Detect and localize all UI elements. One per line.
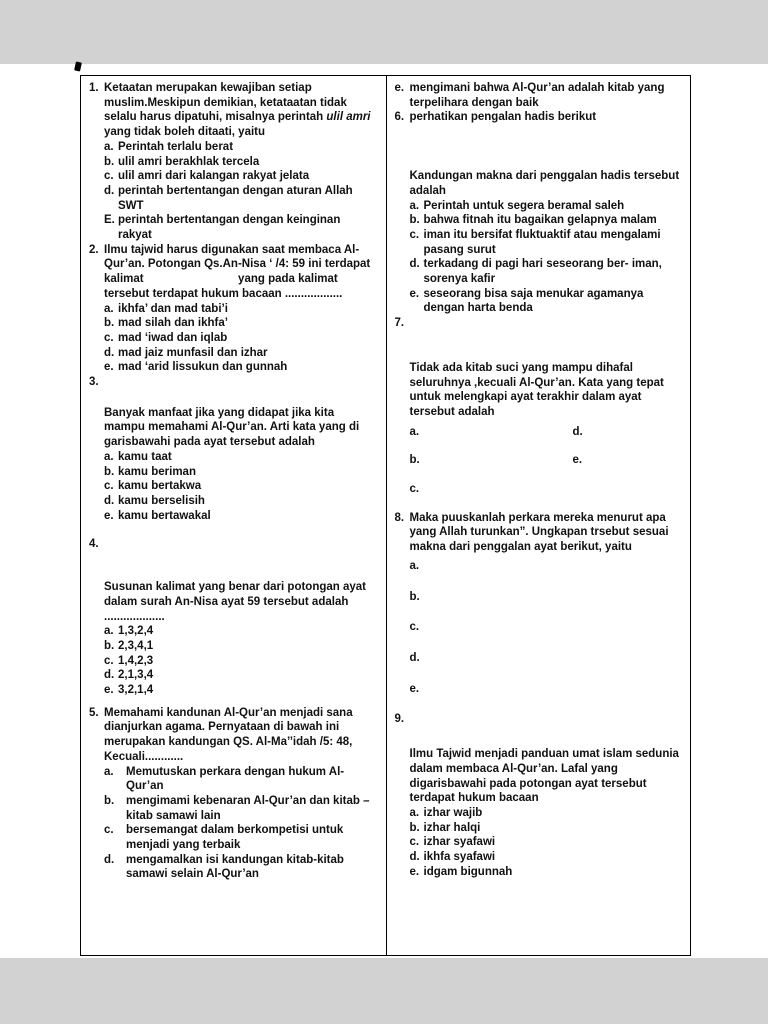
option-label: d. — [104, 669, 115, 682]
option-text: iman itu bersifat fluktuaktif atau mengalami pasang surut — [423, 228, 661, 256]
option-item — [104, 765, 376, 794]
option-item — [410, 850, 681, 865]
option-label: a. — [409, 199, 420, 212]
arabic-ayat-placeholder — [395, 727, 681, 747]
option-label: a. — [104, 302, 114, 315]
option-item — [410, 213, 681, 228]
option-item — [104, 823, 376, 852]
option-item — [104, 654, 376, 669]
option-text: Memutuskan perkara dengan hukum Al-Qur’an — [126, 765, 345, 793]
option-text: perintah bertentangan dengan aturan Allah SWT — [118, 184, 353, 212]
option-label: a. — [104, 140, 114, 153]
question-4-text: Susunan kalimat yang benar dari potongan ayat dalam surah An-Nisa ayat 59 tersebut adalah ................... — [104, 581, 367, 623]
question-4-number: 4. — [89, 538, 99, 551]
option-item — [104, 155, 376, 170]
question-1-text-italic: ulil amri — [326, 111, 371, 124]
option-label: E. — [104, 214, 115, 227]
question-1-text — [104, 81, 376, 140]
option-label: e. — [394, 82, 405, 94]
question-2 — [89, 243, 376, 375]
option-text: 3,2,1,4 — [118, 684, 154, 697]
option-item — [104, 450, 376, 465]
question-5-options — [89, 765, 376, 883]
option-item — [104, 509, 376, 524]
option-label: b. — [104, 465, 115, 478]
option-text: mengimani bahwa Al-Qur’an adalah kitab yang terpelihara dengan baik — [409, 82, 665, 109]
option-item — [410, 228, 681, 257]
option-item — [104, 184, 376, 213]
option-label: e. — [572, 454, 583, 467]
option-text: bersemangat dalam berkompetisi untuk menjadi yang terbaik — [126, 824, 344, 852]
option-label: b. — [104, 794, 115, 807]
option-row — [395, 482, 681, 497]
option-label: a. — [104, 625, 114, 638]
option-label: c. — [409, 836, 420, 849]
option-text: mad ‘arid lissukun dan gunnah — [118, 361, 288, 374]
option-text: kamu bertakwa — [118, 480, 202, 493]
option-text: Perintah terlalu berat — [118, 140, 234, 153]
option-label: c. — [104, 170, 114, 183]
question-6-text: perhatikan pengalan hadis berikut — [409, 111, 597, 124]
option-text: mengimami kebenaran Al-Qur’an dan kitab –kitab samawi lain — [126, 794, 370, 822]
option-label: d. — [104, 494, 115, 507]
option-item — [410, 806, 681, 821]
option-text: kamu berselisih — [118, 494, 205, 507]
question-1-options — [89, 140, 376, 243]
option-text: perintah bertentangan dengan keinginan rakyat — [118, 214, 341, 242]
question-2-text — [104, 243, 376, 302]
option-label: a. — [409, 806, 420, 819]
option-label: c. — [104, 331, 114, 344]
option-label: e. — [409, 865, 420, 878]
question-9 — [395, 712, 681, 879]
option-text: idgam bigunnah — [423, 865, 513, 878]
question-2-options — [89, 302, 376, 376]
option-label: c. — [104, 480, 114, 493]
option-item — [104, 683, 376, 698]
option-text: ikhfa syafawi — [423, 851, 496, 864]
question-5-text: Memahami kandunan Al-Qur’an menjadi sana dianjurkan agama. Pernyataan di bawah ini merupakan kandungan QS. Al-Ma’’idah /5: 48, Kecuali............ — [104, 706, 353, 763]
option-item — [410, 287, 681, 316]
option-text: izhar syafawi — [423, 836, 496, 849]
question-6-subtext: Kandungan makna dari penggalan hadis tersebut adalah — [409, 170, 680, 197]
question-6-number: 6. — [394, 111, 405, 124]
option-text: Perintah untuk segera beramal saleh — [423, 199, 625, 212]
option-label: d. — [409, 258, 420, 271]
option-label: c. — [409, 228, 420, 241]
option-text: terkadang di pagi hari seseorang ber- iman, sorenya kafir — [423, 258, 662, 286]
option-item — [410, 821, 681, 836]
option-item — [410, 865, 681, 880]
option-text: mengamalkan isi kandungan kitab-kitab samawi selain Al-Qur’an — [126, 853, 344, 881]
option-label: a. — [104, 450, 114, 463]
option-label: b. — [104, 155, 115, 168]
option-item — [104, 479, 376, 494]
option-item — [410, 199, 681, 214]
option-row — [395, 425, 681, 440]
question-4-options — [89, 624, 376, 698]
option-item — [104, 169, 376, 184]
arabic-ayat-inline-blank — [147, 281, 235, 282]
option-label: b. — [104, 639, 115, 652]
option-text: ulil amri dari kalangan rakyat jelata — [118, 170, 310, 183]
option-text: 1,3,2,4 — [118, 625, 154, 638]
question-3-options — [89, 450, 376, 524]
question-5 — [89, 706, 376, 882]
option-text: kamu beriman — [118, 465, 196, 478]
question-3 — [89, 375, 376, 523]
left-column — [81, 76, 386, 955]
document-page — [0, 64, 768, 958]
option-label: e. — [104, 361, 114, 374]
option-text: 1,4,2,3 — [118, 654, 154, 667]
option-label: a. — [409, 559, 420, 572]
question-9-text: Ilmu Tajwid menjadi panduan umat islam sedunia dalam membaca Al-Qur’an. Lafal yang digarisbawahi pada potongan ayat tersebut terdapat hukum bacaan — [409, 748, 679, 805]
option-label: b. — [409, 454, 420, 467]
option-item — [104, 360, 376, 375]
question-7-letter-options — [395, 425, 681, 497]
option-label: e. — [104, 684, 114, 697]
option-text: seseorang bisa saja menukar agamanya dengan harta benda — [423, 287, 644, 315]
hadis-text-placeholder — [395, 125, 681, 169]
option-label: e. — [409, 682, 420, 695]
option-label: b. — [409, 214, 420, 227]
question-3-text: Banyak manfaat jika yang didapat jika kita mampu memahami Al-Qur’an. Arti kata yang di garisbawahi pada ayat tersebut adalah — [104, 406, 360, 449]
question-8 — [395, 511, 681, 697]
option-label: c. — [409, 483, 420, 496]
option-item — [104, 853, 376, 882]
question-7-text: Tidak ada kitab suci yang mampu dihafal seluruhnya ,kecuali Al-Qur’an. Kata yang tepat untuk melengkapi ayat terakhir dalam ayat tersebut adalah — [409, 361, 664, 418]
question-6 — [395, 110, 681, 316]
right-column — [386, 76, 691, 955]
option-text: izhar halqi — [423, 821, 481, 834]
option-label: d. — [104, 346, 115, 359]
question-8-text: Maka puuskanlah perkara mereka menurut apa yang Allah turunkan”. Ungkapan trsebut sesuai makna dari penggalan ayat berikut, yaitu — [409, 511, 669, 554]
question-9-number: 9. — [394, 713, 405, 726]
option-label: d. — [409, 851, 420, 864]
option-item — [104, 494, 376, 509]
option-text: ikhfa’ dan mad tabi’i — [118, 302, 228, 315]
question-2-number: 2. — [89, 243, 99, 256]
option-item — [104, 302, 376, 317]
corner-mark — [74, 61, 82, 71]
option-item — [104, 346, 376, 361]
question-4 — [89, 537, 376, 697]
option-item — [410, 257, 681, 286]
question-2-text-1: Ilmu tajwid harus digunakan saat membaca Al-Qur’an. Potongan Qs.An-Nisa ‘ /4: 59 ini terdapat kalimat — [104, 243, 371, 286]
question-9-options — [395, 806, 681, 880]
option-label: b. — [409, 821, 420, 834]
arabic-ayat-placeholder — [89, 552, 376, 580]
option-text: 2,1,3,4 — [118, 669, 154, 682]
option-label: b. — [409, 590, 420, 603]
option-item — [104, 465, 376, 480]
option-label: c. — [409, 621, 420, 634]
question-1-number: 1. — [89, 82, 99, 94]
option-text: ulil amri berakhlak tercela — [118, 155, 260, 168]
option-text: mad ‘iwad dan iqlab — [118, 331, 228, 344]
option-item — [410, 835, 681, 850]
option-label: a. — [409, 425, 420, 438]
option-row — [395, 453, 681, 468]
option-item — [104, 639, 376, 654]
option-label: a. — [104, 765, 114, 778]
option-label: c. — [104, 654, 114, 667]
option-item — [104, 624, 376, 639]
question-1-text-pre: Ketaatan merupakan kewajiban setiap muslim.Meskipun demikian, ketataatan tidak selalu harus dipatuhi, misalnya perintah — [104, 82, 347, 124]
arabic-ayat-placeholder — [395, 331, 681, 361]
option-text: izhar wajib — [423, 806, 483, 819]
option-text: mad silah dan ikhfa’ — [118, 317, 228, 330]
question-3-number: 3. — [89, 376, 99, 389]
option-label: d. — [104, 853, 115, 866]
option-label: d. — [409, 651, 420, 664]
arabic-ayat-placeholder — [89, 390, 376, 406]
option-label: e. — [409, 287, 420, 300]
option-item — [104, 140, 376, 155]
question-1-text-post: yang tidak boleh ditaati, yaitu — [104, 126, 266, 139]
option-label: d. — [572, 425, 583, 438]
option-text: kamu bertawakal — [118, 509, 211, 522]
option-label: b. — [104, 317, 115, 330]
question-6-options — [395, 199, 681, 317]
question-8-number: 8. — [394, 511, 405, 524]
question-1 — [89, 81, 376, 243]
option-text: mad jaiz munfasil dan izhar — [118, 346, 268, 359]
question-2-text-2: yang pada kalimat tersebut terdapat hukum bacaan .................. — [104, 273, 343, 300]
option-label: d. — [104, 184, 115, 197]
question-8-letter-options — [395, 559, 681, 697]
option-label: c. — [104, 824, 114, 837]
option-item — [104, 213, 376, 242]
question-7 — [395, 316, 681, 497]
option-text: 2,3,4,1 — [118, 639, 154, 652]
option-item — [104, 794, 376, 823]
question-5-number: 5. — [89, 706, 99, 719]
option-text: kamu taat — [118, 450, 172, 463]
question-5-option-e — [395, 81, 681, 110]
option-item — [104, 316, 376, 331]
question-7-number: 7. — [394, 317, 405, 330]
option-item — [104, 331, 376, 346]
worksheet-table — [80, 75, 691, 956]
option-item — [104, 668, 376, 683]
option-label: e. — [104, 509, 114, 522]
option-text: bahwa fitnah itu bagaikan gelapnya malam — [423, 214, 657, 227]
